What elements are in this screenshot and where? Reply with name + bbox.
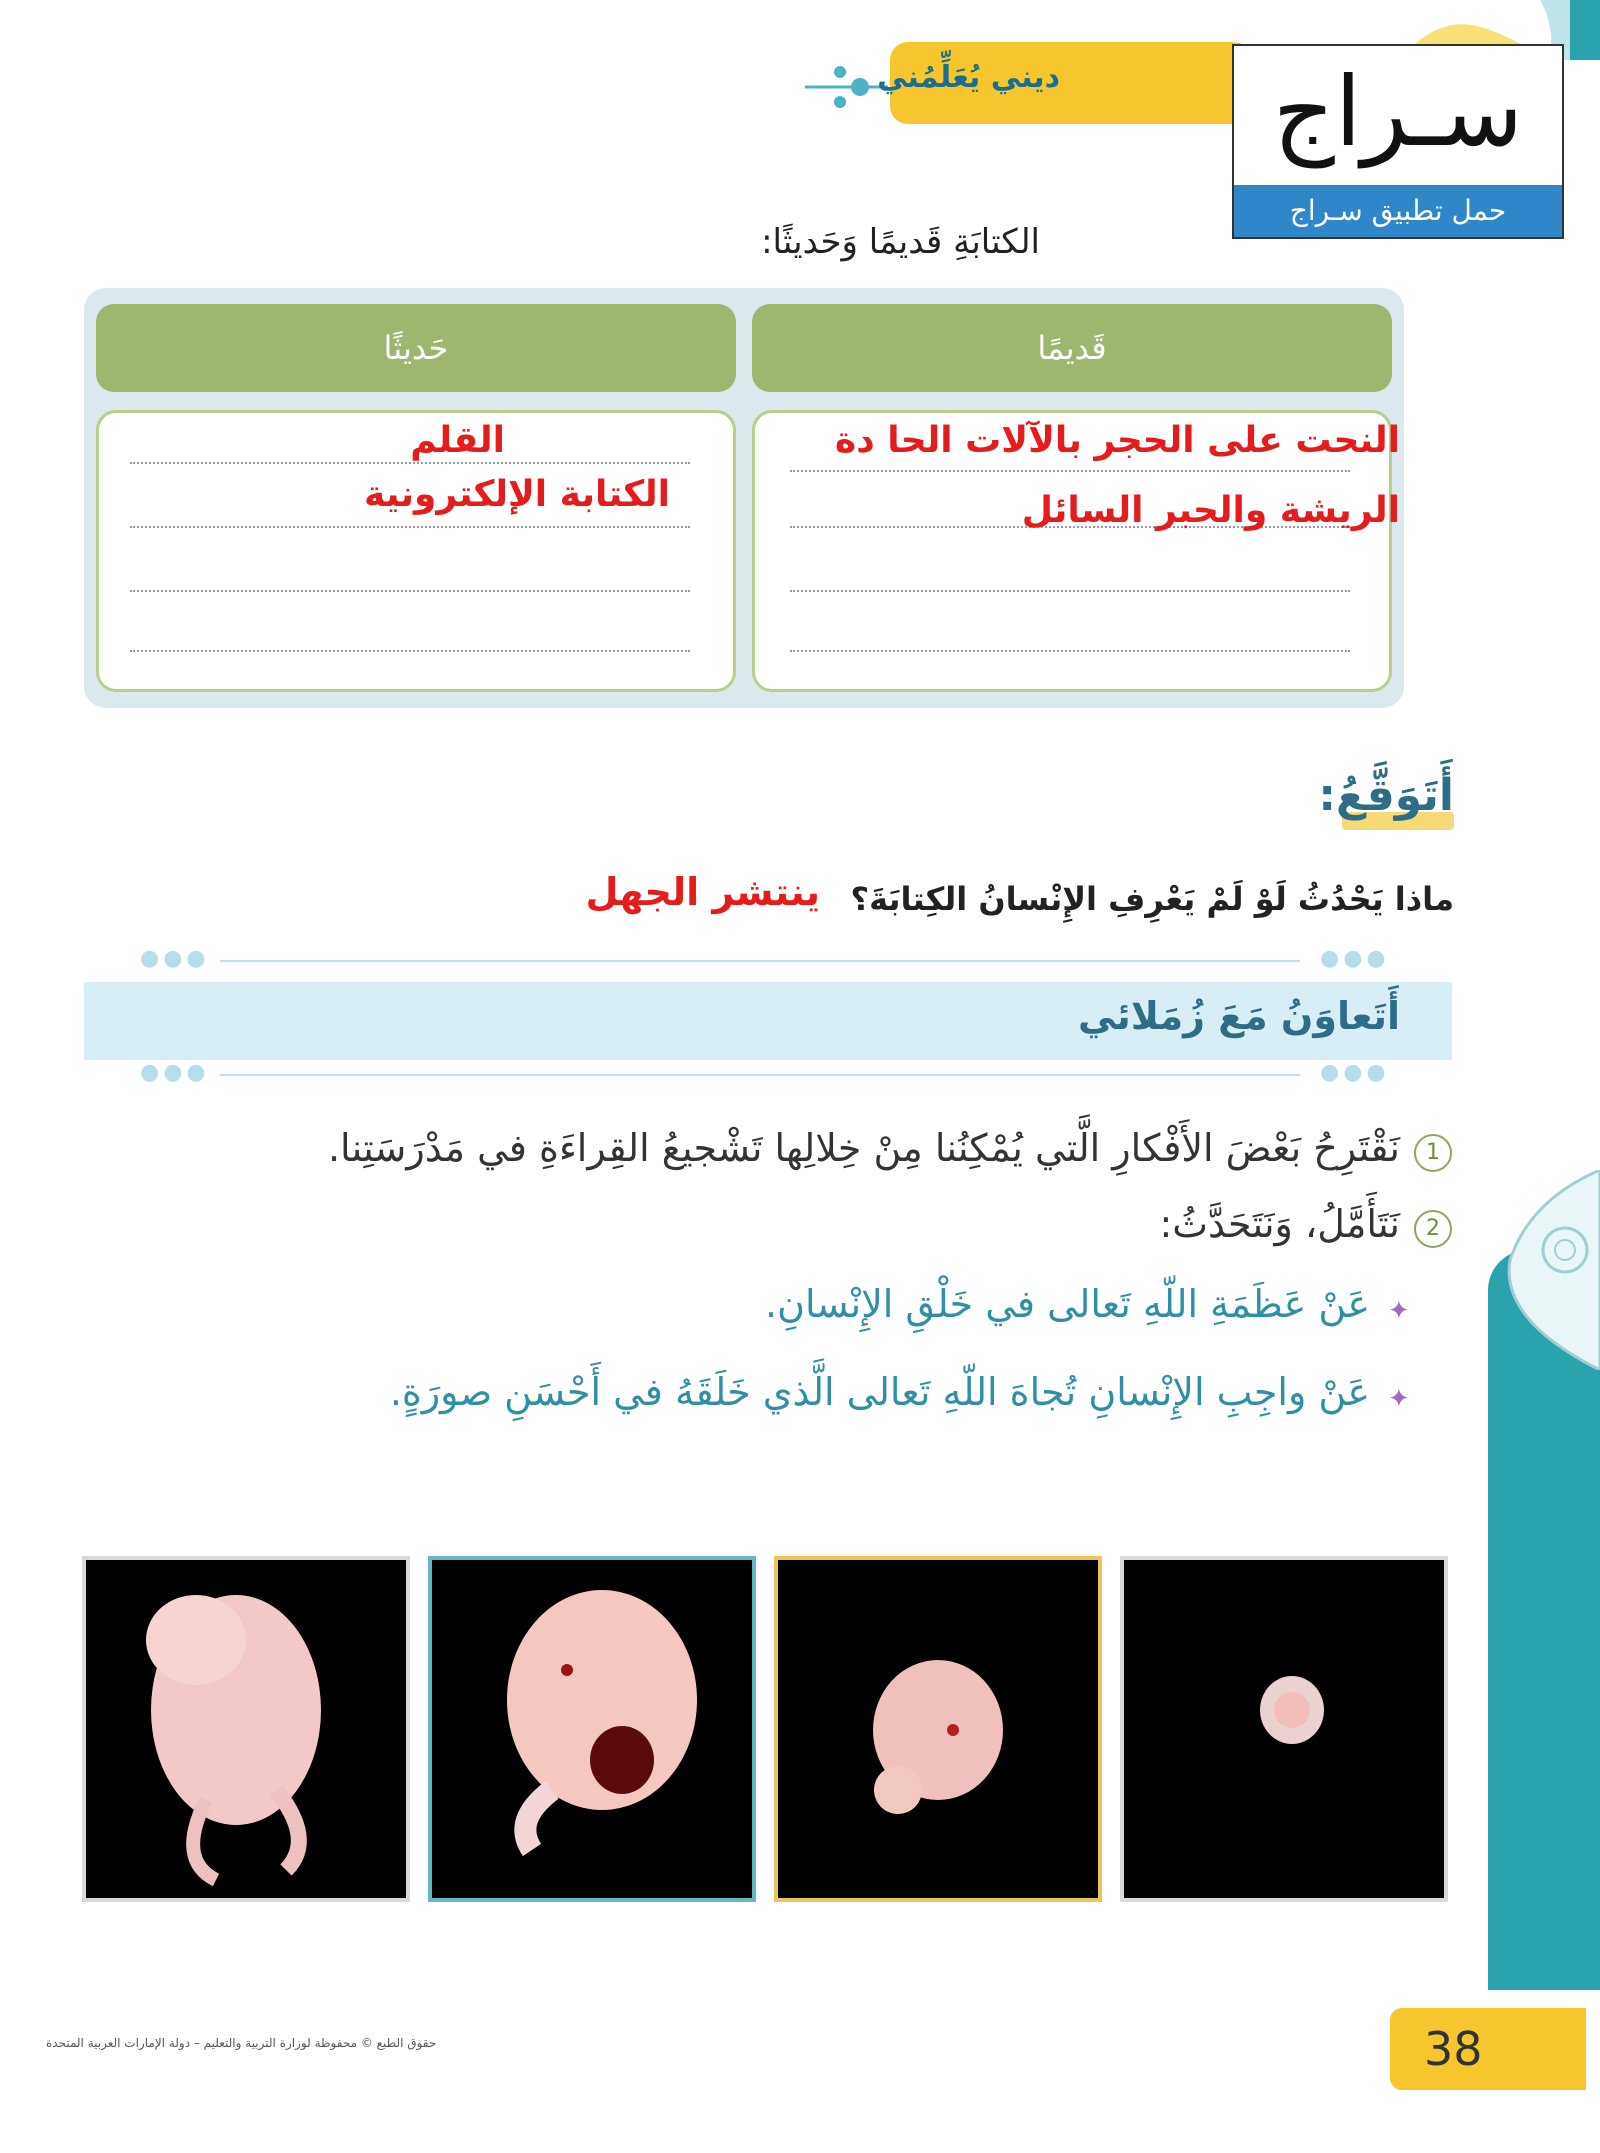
right-ornament [1470, 1170, 1600, 1370]
cooperate-item-1: نَقْتَرِحُ بَعْضَ الأَفْكارِ الَّتي يُمْكِنُنا مِنْ خِلالِها تَشْجيعُ القِراءَةِ في مَدْرَسَتِنا. [327, 1126, 1400, 1170]
answer-old-1: النحت على الحجر بالآلات الحا دة [835, 420, 1400, 461]
writing-line [130, 462, 690, 464]
embryo-photo-earliest [1120, 1556, 1448, 1902]
dots-icon: ●●● [140, 1060, 210, 1085]
reflection-bullet-2: عَنْ واجِبِ الإِنْسانِ تُجاهَ اللّهِ تَعالى الَّذي خَلَقَهُ في أَحْسَنِ صورَةٍ. [389, 1370, 1370, 1414]
logo-tagline: حمل تطبيق سـراج [1234, 185, 1562, 237]
page-number: 38 [1424, 2022, 1483, 2076]
dots-icon: ●●● [140, 946, 210, 971]
question-text: الكتابَةِ قَديمًا وَحَديثًا: [761, 222, 1040, 262]
writing-line [790, 590, 1350, 592]
answer-new-2: الكتابة الإلكترونية [364, 474, 670, 515]
item-number: 1 [1414, 1134, 1452, 1172]
copyright-note: حقوق الطبع © محفوظة لوزارة التربية والتعليم – دولة الإمارات العربية المتحدة [46, 2036, 437, 2050]
siraj-logo[interactable] [1232, 44, 1564, 239]
answer-new-1: القلم [410, 420, 505, 461]
lesson-title: ديني يُعَلِّمُني [877, 60, 1060, 95]
expect-title: أَتَوَقَّعُ: [1318, 770, 1454, 821]
writing-line [130, 650, 690, 652]
answer-old-2: الريشة والحبر السائل [1021, 490, 1400, 531]
lesson-title-pill [877, 42, 1270, 124]
item-number: 2 [1414, 1210, 1452, 1248]
cooperate-item-2: نَتَأَمَّلُ، وَنَتَحَدَّثُ: [1159, 1202, 1400, 1246]
divider [220, 960, 1300, 962]
bullet-icon: ✦ [1388, 1384, 1410, 1414]
table-header-old: قَديمًا [752, 304, 1392, 392]
embryo-photo-early [774, 1556, 1102, 1902]
writing-line [790, 470, 1350, 472]
expect-question: ماذا يَحْدُثُ لَوْ لَمْ يَعْرِفِ الإِنْسانُ الكِتابَةَ؟ [850, 880, 1454, 918]
expect-answer: ينتشر الجهل [585, 870, 820, 914]
embryo-photo-late [82, 1556, 410, 1902]
table-header-new: حَديثًا [96, 304, 736, 392]
writing-line [130, 526, 690, 528]
writing-line [130, 590, 690, 592]
writing-line [790, 650, 1350, 652]
dots-icon: ●●● [1320, 946, 1390, 971]
bullet-icon: ✦ [1388, 1296, 1410, 1326]
embryo-photo-mid [428, 1556, 756, 1902]
divider [220, 1074, 1300, 1076]
logo-brand: سـراج [1272, 56, 1524, 168]
dots-icon: ●●● [1320, 1060, 1390, 1085]
cooperate-title: أَتَعاوَنُ مَعَ زُمَلائي [1078, 994, 1400, 1038]
reflection-bullet-1: عَنْ عَظَمَةِ اللّهِ تَعالى في خَلْقِ الإِنْسانِ. [765, 1282, 1370, 1326]
page-number-badge [1390, 2008, 1586, 2090]
